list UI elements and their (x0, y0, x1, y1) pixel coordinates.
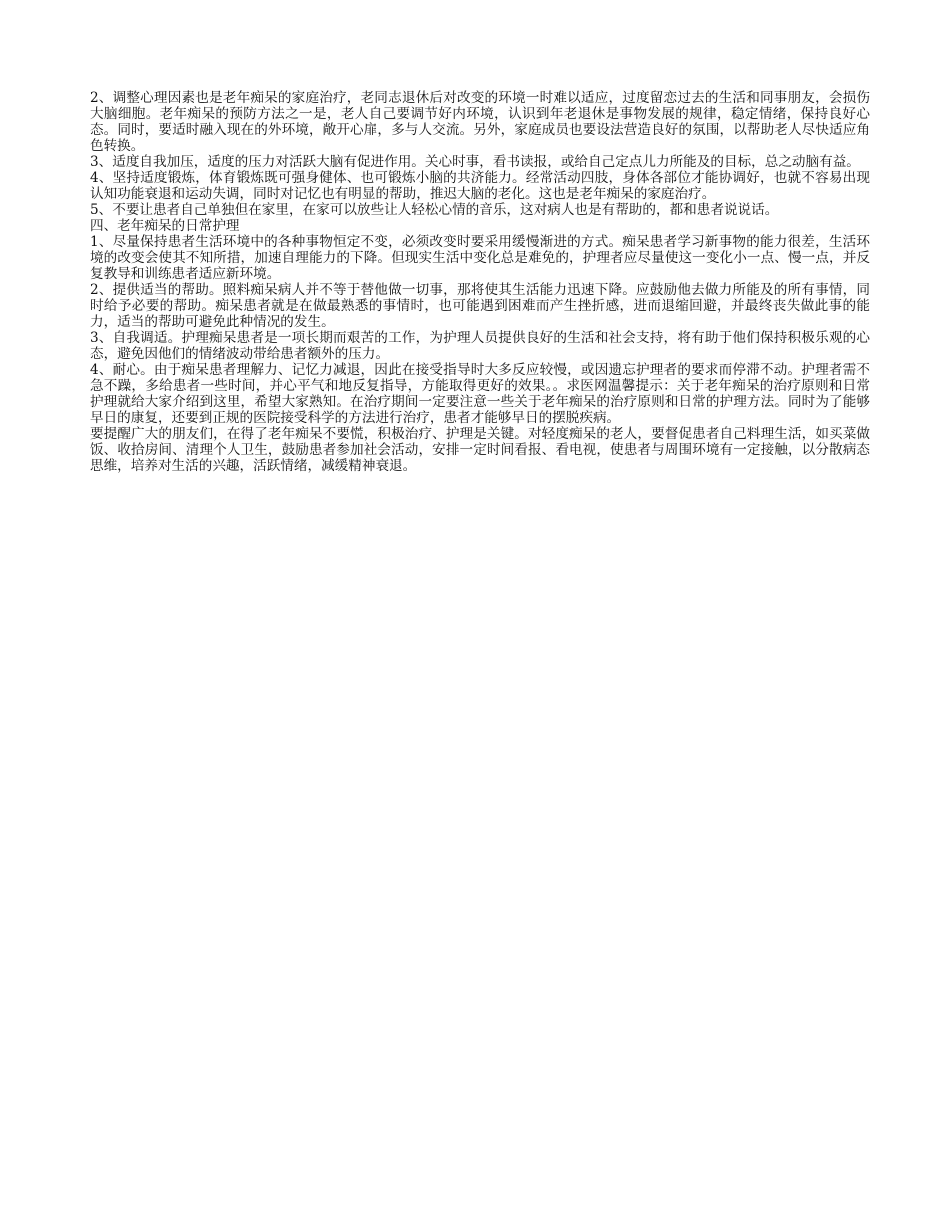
paragraph-reminder: 要提醒广大的朋友们，在得了老年痴呆不要慌，积极治疗、护理是关键。对轻度痴呆的老人，要督促患者自己料理生活，如买菜做饭、收拾房间、清理个人卫生，鼓励患者参加社会活动，安排一定时间看报、看电视，使患者与周围环境有一定接触，以分散病态思维，培养对生活的兴趣，活跃情绪，减缓精神衰退。 (90, 426, 870, 474)
paragraph-self-adjustment: 3、自我调适。护理痴呆患者是一项长期而艰苦的工作，为护理人员提供良好的生活和社会支持，将有助于他们保持积极乐观的心态，避免因他们的情绪波动带给患者额外的压力。 (90, 330, 870, 362)
paragraph-adjust-psychology: 2、调整心理因素也是老年痴呆的家庭治疗，老同志退休后对改变的环境一时难以适应，过度留恋过去的生活和同事朋友，会损伤大脑细胞。老年痴呆的预防方法之一是，老人自己要调节好内环境，认识到年老退休是事物发展的规律，稳定情绪，保持良好心态。同时，要适时融入现在的外环境，敞开心扉，多与人交流。另外，家庭成员也要设法营造良好的氛围，以帮助老人尽快适应角色转换。 (90, 90, 870, 154)
document-body (90, 90, 870, 474)
section-heading-daily-care: 四、老年痴呆的日常护理 (90, 218, 240, 234)
paragraph-patience: 4、耐心。由于痴呆患者理解力、记忆力减退，因此在接受指导时大多反应较慢，或因遗忘护理者的要求而停滞不动。护理者需不急不躁，多给患者一些时间，并心平气和地反复指导，方能取得更好的效果。。求医网温馨提示：关于老年痴呆的治疗原则和日常护理就给大家介绍到这里，希望大家熟知。在治疗期间一定要注意一些关于老年痴呆的治疗原则和日常的护理方法。同时为了能够早日的康复，还要到正规的医院接受科学的方法进行治疗，患者才能够早日的摆脱疾病。 (90, 362, 870, 426)
paragraph-appropriate-help: 2、提供适当的帮助。照料痴呆病人并不等于替他做一切事，那将使其生活能力迅速下降。应鼓励他去做力所能及的所有事情，同时给予必要的帮助。痴呆患者就是在做最熟悉的事情时，也可能遇到困难而产生挫折感，进而退缩回避，并最终丧失做此事的能力，适当的帮助可避免此种情况的发生。 (90, 282, 870, 330)
paragraph-not-alone: 5、不要让患者自己单独但在家里，在家可以放些让人轻松心情的音乐，这对病人也是有帮助的，都和患者说说话。 (90, 202, 779, 218)
paragraph-moderate-pressure: 3、适度自我加压，适度的压力对活跃大脑有促进作用。关心时事，看书读报，或给自己定点儿力所能及的目标，总之动脑有益。 (90, 154, 860, 170)
paragraph-exercise: 4、坚持适度锻炼，体育锻炼既可强身健体、也可锻炼小脑的共济能力。经常活动四肢，身体各部位才能协调好，也就不容易出现认知功能衰退和运动失调，同时对记忆也有明显的帮助，推迟大脑的老化。这也是老年痴呆的家庭治疗。 (90, 170, 870, 202)
paragraph-stable-environment: 1、尽量保持患者生活环境中的各种事物恒定不变，必须改变时要采用缓慢渐进的方式。痴呆患者学习新事物的能力很差，生活环境的改变会使其不知所措，加速自理能力的下降。但现实生活中变化总是难免的，护理者应尽量使这一变化小一点、慢一点，并反复教导和训练患者适应新环境。 (90, 234, 870, 282)
